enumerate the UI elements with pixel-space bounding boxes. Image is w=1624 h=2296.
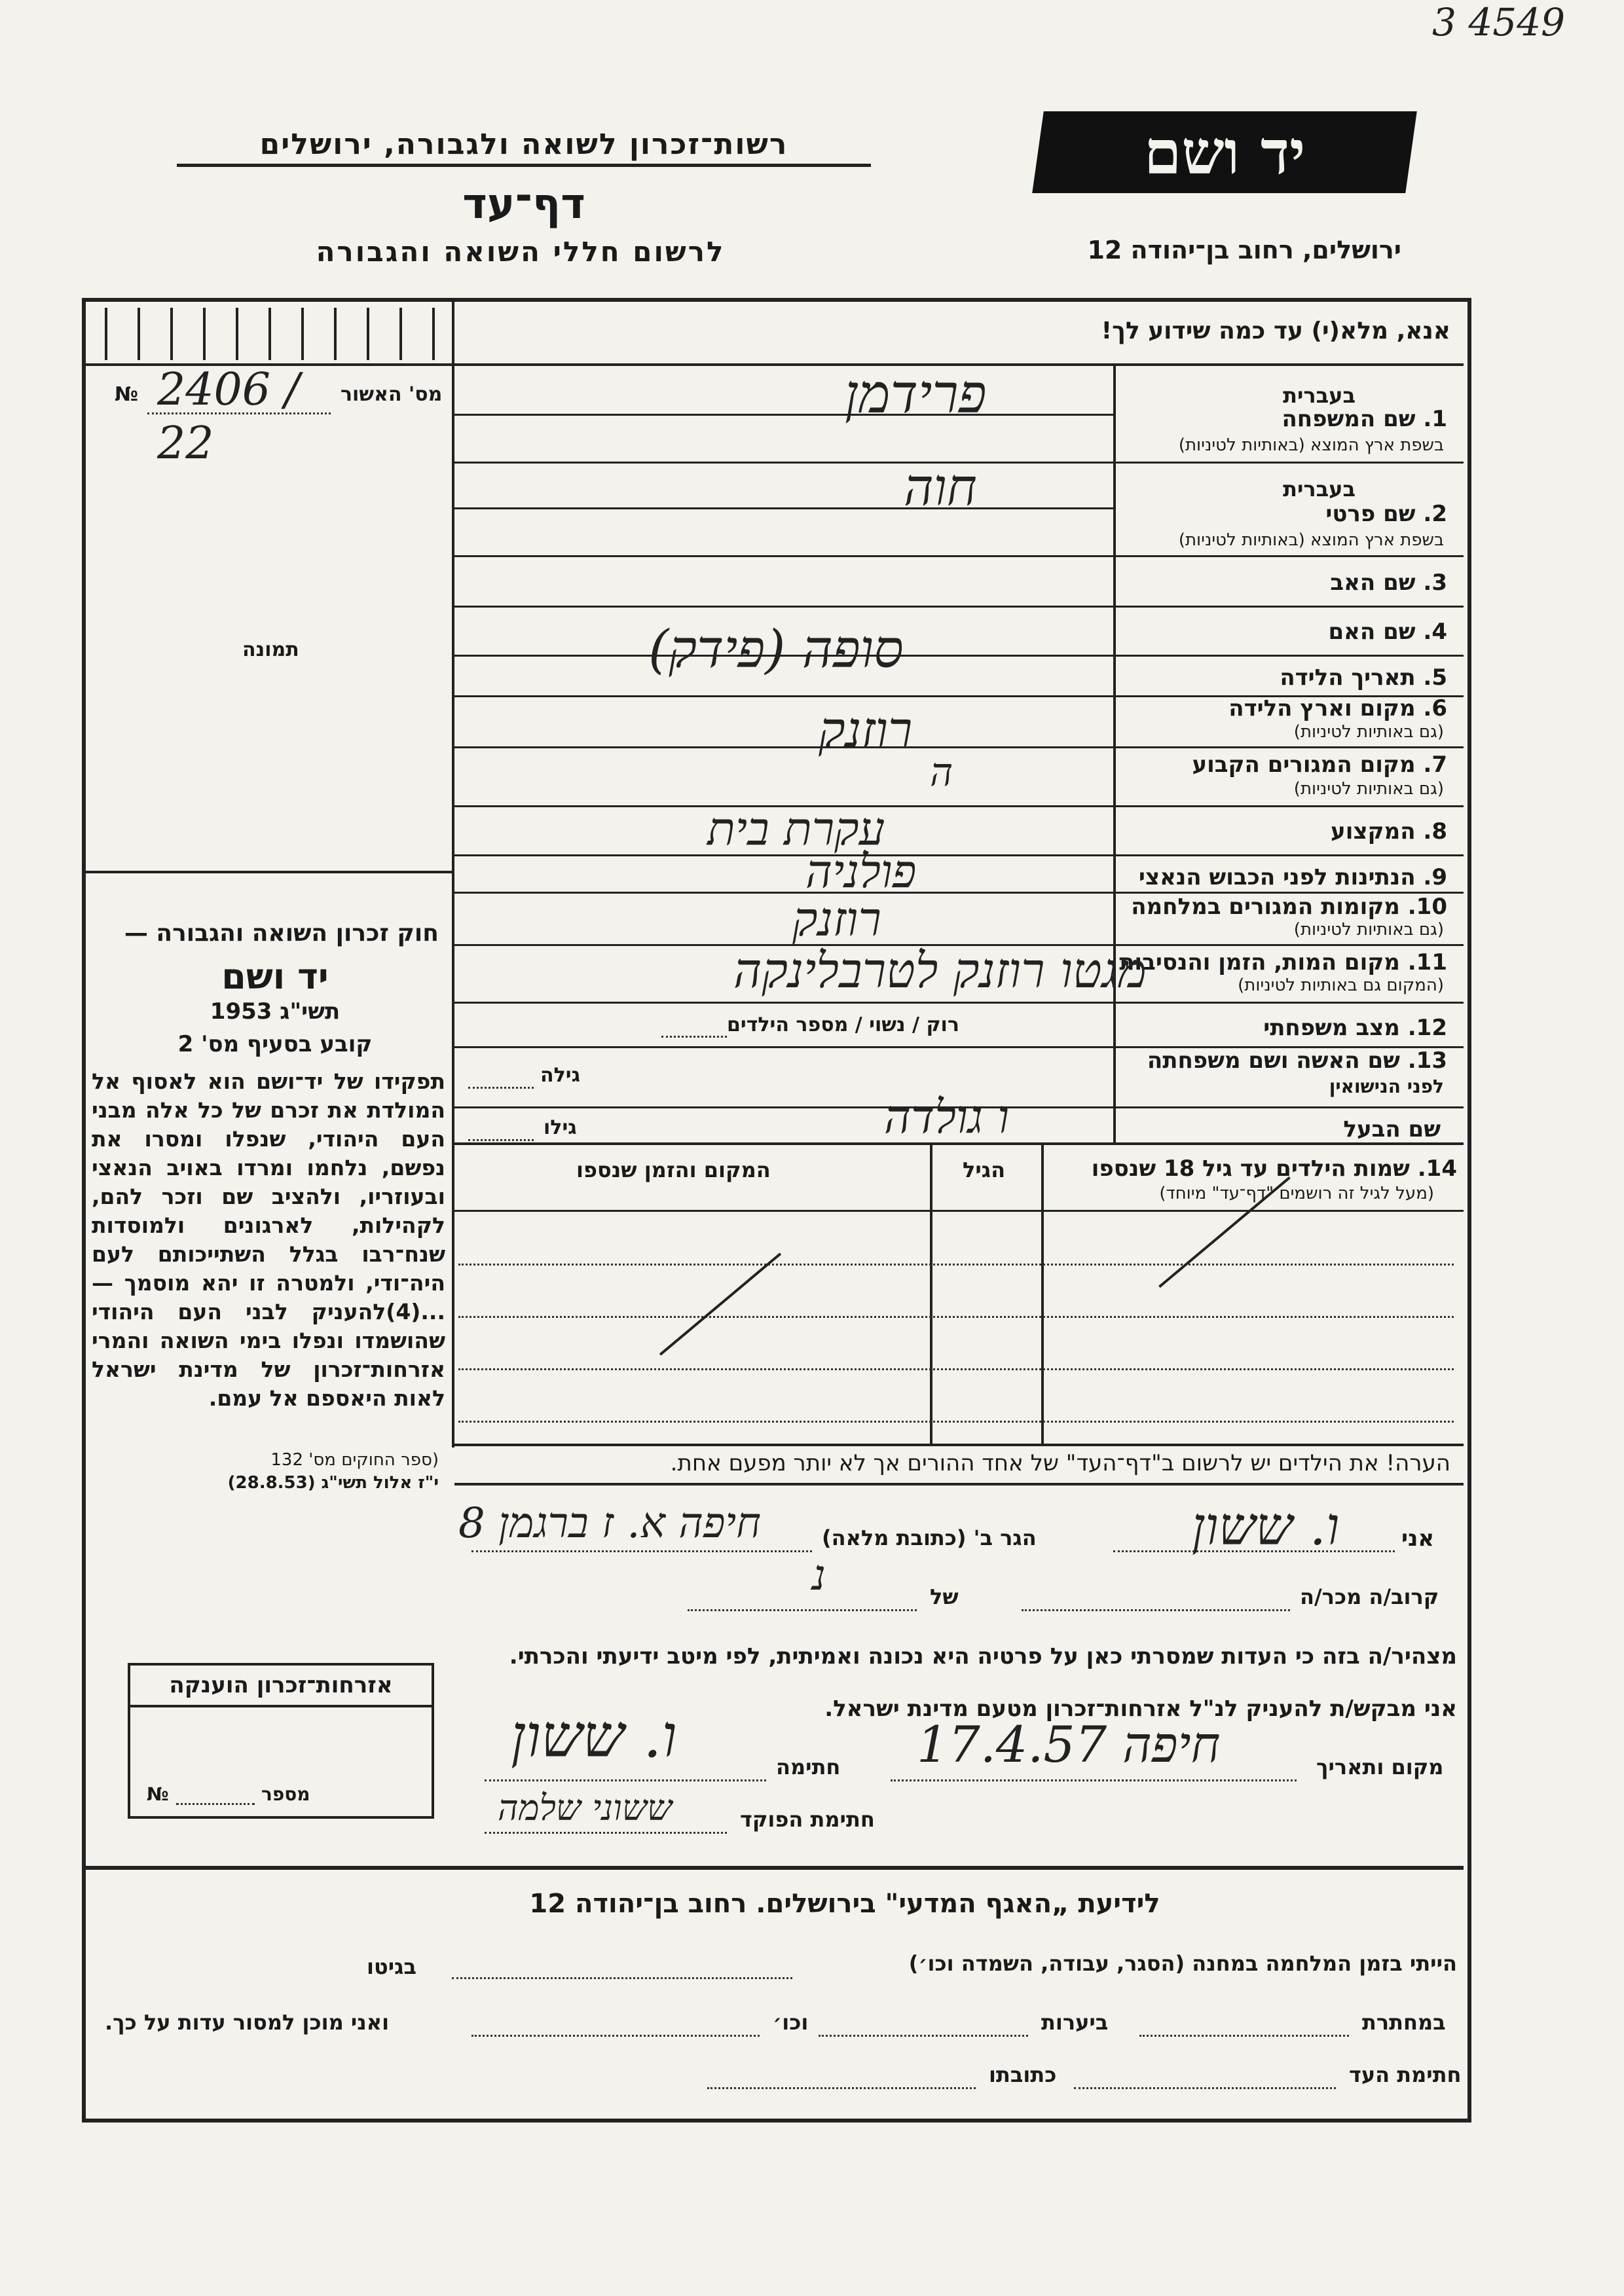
declarant-address-value: חיפה א. ז ברגמן 8 bbox=[458, 1499, 762, 1548]
value-residence: ה bbox=[930, 750, 953, 795]
field-3-num: 3. bbox=[1423, 570, 1447, 596]
value-death-place: מגטו רוזנק לטרבלינקה bbox=[733, 943, 1147, 999]
field-8-label bbox=[1331, 818, 1447, 845]
field-1-note: בשפת ארץ המוצא (באותיות לטיניות) bbox=[1178, 435, 1444, 455]
field-4-label bbox=[1328, 619, 1447, 645]
certificate-number-label: מספר bbox=[261, 1783, 310, 1805]
field-7-label bbox=[1192, 752, 1447, 778]
field-5-num: 5. bbox=[1423, 665, 1447, 691]
of-label: של bbox=[930, 1584, 959, 1609]
certificate-box bbox=[128, 1663, 434, 1819]
form-title: דף־עד bbox=[462, 180, 585, 228]
relative-label: קרוב/ה מכר/ה bbox=[1300, 1584, 1439, 1609]
field-9-num: 9. bbox=[1423, 864, 1447, 890]
law-clause: קובע בסעיף מס' 2 bbox=[177, 1031, 373, 1057]
bottom-line1: הייתי בזמן המלחמה במחנה (הסגר, עבודה, השמדה וכו׳) bbox=[908, 1951, 1457, 1976]
witness-address-label: כתובתו bbox=[989, 2062, 1057, 2087]
field-2-text: שם פרטי bbox=[1325, 501, 1416, 527]
field-10-text: מקומות המגורים במלחמה bbox=[1131, 894, 1400, 920]
declarant-i-value: ו. ששון bbox=[1192, 1496, 1340, 1557]
field-13-note: לפני הנישואין bbox=[1329, 1076, 1444, 1097]
bottom-willing: ואני מוכן למסור עדות על כך. bbox=[105, 2010, 390, 2035]
field-12-num: 12. bbox=[1407, 1015, 1447, 1041]
approval-number: 2406 / 22 bbox=[157, 364, 300, 469]
bottom-forests: ביערות bbox=[1041, 2010, 1109, 2035]
field-13-text: שם האשה ושם משפחתה bbox=[1147, 1048, 1400, 1074]
field-10-num: 10. bbox=[1407, 894, 1447, 920]
law-source-2: י"ז אלול תשי"ג (28.8.53) bbox=[227, 1473, 439, 1493]
remark: הערה! את הילדים יש לרשום ב"דף־העד" של אחד ההורים אך לא יותר מפעם אחת. bbox=[670, 1450, 1450, 1476]
value-surname: פרידמן bbox=[845, 363, 987, 426]
field-10-note: (גם באותיות לטיניות) bbox=[1293, 920, 1444, 939]
field-11-text: מקום המות, הזמן והנסיבות bbox=[1119, 949, 1400, 975]
value-birth-date: סופה (פידק) bbox=[648, 619, 904, 680]
law-body: תפקידו של יד־ושם הוא לאסוף אל המולדת את זכרם של כל אלה מבני העם היהודי, שנפלו ומסרו את נפשם, נלחמו ומרדו באויב הנאצי ובעוזריו, ולהציב שם וזכר להם, לקהילות, לארגונים ולמוסדות שנח־רבו בגלל השתייכותם לעם היה־ודי, ולמטרה זו יהא מוסמך — ...(4)להעניק לבני העם היהודי שהושמדו ונפלו בימי השואה והמרי אזרחות־זכרון של מדינת ישראל לאות היאספם אל עמם. bbox=[92, 1068, 445, 1411]
value-profession: עקרת בית bbox=[707, 802, 885, 856]
header-address: ירושלים, רחוב בן־יהודה 12 bbox=[1087, 236, 1401, 264]
place-date-value: חיפה 17.4.57 bbox=[917, 1715, 1221, 1774]
field-10-label bbox=[1131, 894, 1447, 920]
bottom-notice: לידיעת „האגף המדעי" בירושלים. רחוב בן־יהודה 12 bbox=[529, 1889, 1160, 1919]
field-7-num: 7. bbox=[1423, 752, 1447, 778]
signature-value: ו. ששון bbox=[511, 1702, 677, 1771]
field-11-note: (המקום גם באותיות לטיניות) bbox=[1238, 975, 1444, 995]
bottom-etc: וכו׳ bbox=[773, 2010, 809, 2035]
value-birthplace: רוזנק bbox=[819, 701, 913, 759]
law-name: יד ושם bbox=[221, 956, 329, 997]
husband-name-label: שם הבעל bbox=[1343, 1116, 1441, 1142]
officer-label: חתימת הפוקד bbox=[740, 1807, 875, 1832]
field-6-num: 6. bbox=[1423, 695, 1447, 721]
law-title: חוק זכרון השואה והגבורה — bbox=[124, 920, 439, 947]
law-year: תשי"ג 1953 bbox=[210, 998, 341, 1025]
field-4-num: 4. bbox=[1423, 619, 1447, 645]
certificate-nr: № bbox=[147, 1783, 169, 1805]
certificate-title: אזרחות־זכרון הוענקה bbox=[130, 1666, 432, 1707]
field-6-text: מקום וארץ הלידה bbox=[1228, 695, 1416, 721]
approval-label: מס' האשור bbox=[341, 383, 443, 406]
field-1-text: שם המשפחה bbox=[1282, 406, 1416, 432]
field-5-label bbox=[1280, 665, 1447, 691]
photo-label: תמונה bbox=[242, 638, 299, 661]
field-2-note: בשפת ארץ המוצא (באותיות לטיניות) bbox=[1178, 530, 1444, 550]
value-husband: ו גולדה bbox=[884, 1090, 1010, 1144]
field-8-num: 8. bbox=[1423, 818, 1447, 845]
field-11-label bbox=[1119, 949, 1447, 975]
logo-text: יד ושם bbox=[1143, 117, 1306, 188]
request-text: אני מבקש/ת להעניק לנ"ל אזרחות־זכרון מטעם מדינת ישראל. bbox=[824, 1696, 1457, 1722]
field-4-text: שם האם bbox=[1328, 619, 1416, 645]
field-6-label bbox=[1228, 695, 1447, 721]
approval-nr-sign: № bbox=[115, 383, 139, 406]
declarant-resides-label: הגר ב' (כתובת מלאה) bbox=[822, 1525, 1037, 1550]
field-12-text: מצב משפחתי bbox=[1263, 1015, 1400, 1041]
value-wartime-residence: רוזנק bbox=[792, 892, 881, 947]
field-6-note: (גם באותיות לטיניות) bbox=[1293, 722, 1444, 742]
declarant-i-label: אני bbox=[1401, 1525, 1435, 1552]
field-1-num: 1. bbox=[1423, 406, 1447, 432]
archive-number: 3 4549 bbox=[1432, 0, 1565, 45]
children-label: 14. שמות הילדים עד גיל 18 שנספו bbox=[1091, 1156, 1457, 1182]
value-first-name: חוה bbox=[904, 458, 977, 517]
authority-title: רשות־זכרון לשואה ולגבורה, ירושלים bbox=[177, 128, 871, 167]
form-subtitle: לרשום חללי השואה והגבורה bbox=[316, 236, 726, 268]
field-2-lang: בעברית bbox=[1283, 477, 1356, 501]
husband-age-label: גילו bbox=[544, 1116, 577, 1139]
of-value: נ bbox=[812, 1552, 826, 1600]
office-tick-boxes bbox=[105, 308, 445, 360]
field-9-text: הנתינות לפני הכבוש הנאצי bbox=[1138, 864, 1416, 890]
field-2-num: 2. bbox=[1423, 501, 1447, 527]
children-col-place: המקום והזמן שנספו bbox=[576, 1157, 771, 1182]
value-nationality: פולניה bbox=[805, 845, 917, 898]
field-9-label bbox=[1139, 864, 1447, 890]
bottom-line1-end: בגיטו bbox=[367, 1954, 416, 1979]
field-5-text: תאריך הלידה bbox=[1280, 665, 1416, 691]
field-1-lang: בעברית bbox=[1283, 383, 1356, 408]
field-13-label bbox=[1147, 1048, 1447, 1074]
field-3-label bbox=[1330, 570, 1447, 596]
field-13-num: 13. bbox=[1407, 1048, 1447, 1074]
wife-age-label: גילה bbox=[540, 1064, 580, 1087]
officer-value: ששוני שלמה bbox=[498, 1787, 673, 1829]
children-note: (מעל לגיל זה רושמים "דף־עד" מיוחד) bbox=[1159, 1184, 1434, 1203]
place-date-label: מקום ותאריך bbox=[1316, 1755, 1444, 1779]
field-7-text: מקום המגורים הקבוע bbox=[1192, 752, 1416, 778]
field-7-note: (גם באותיות לטיניות) bbox=[1293, 779, 1444, 799]
field-1-label bbox=[1282, 406, 1447, 432]
yad-vashem-logo bbox=[1032, 111, 1417, 193]
children-col-age: הגיל bbox=[963, 1157, 1006, 1182]
field-8-text: המקצוע bbox=[1331, 818, 1416, 845]
field-3-text: שם האב bbox=[1330, 570, 1416, 596]
field-11-num: 11. bbox=[1407, 949, 1447, 975]
instruction: אנא, מלא(י) עד כמה שידוע לך! bbox=[1101, 318, 1450, 344]
witness-signature-label: חתימת העד bbox=[1349, 2062, 1462, 2087]
law-source-1: (ספר החוקים מס' 132 bbox=[270, 1450, 439, 1470]
field-12-label bbox=[1263, 1015, 1447, 1041]
value-marital-status: רוק / נשוי / מספר הילדים bbox=[727, 1013, 959, 1036]
signature-label: חתימה bbox=[776, 1755, 841, 1779]
bottom-camp-underground: במחתרת bbox=[1362, 2010, 1446, 2035]
declaration-text: מצהיר/ה בזה כי העדות שמסרתי כאן על פרטיה היא נכונה ואמיתית, לפי מיטב ידיעתי והכרתי. bbox=[509, 1643, 1457, 1669]
field-2-label bbox=[1325, 501, 1447, 527]
